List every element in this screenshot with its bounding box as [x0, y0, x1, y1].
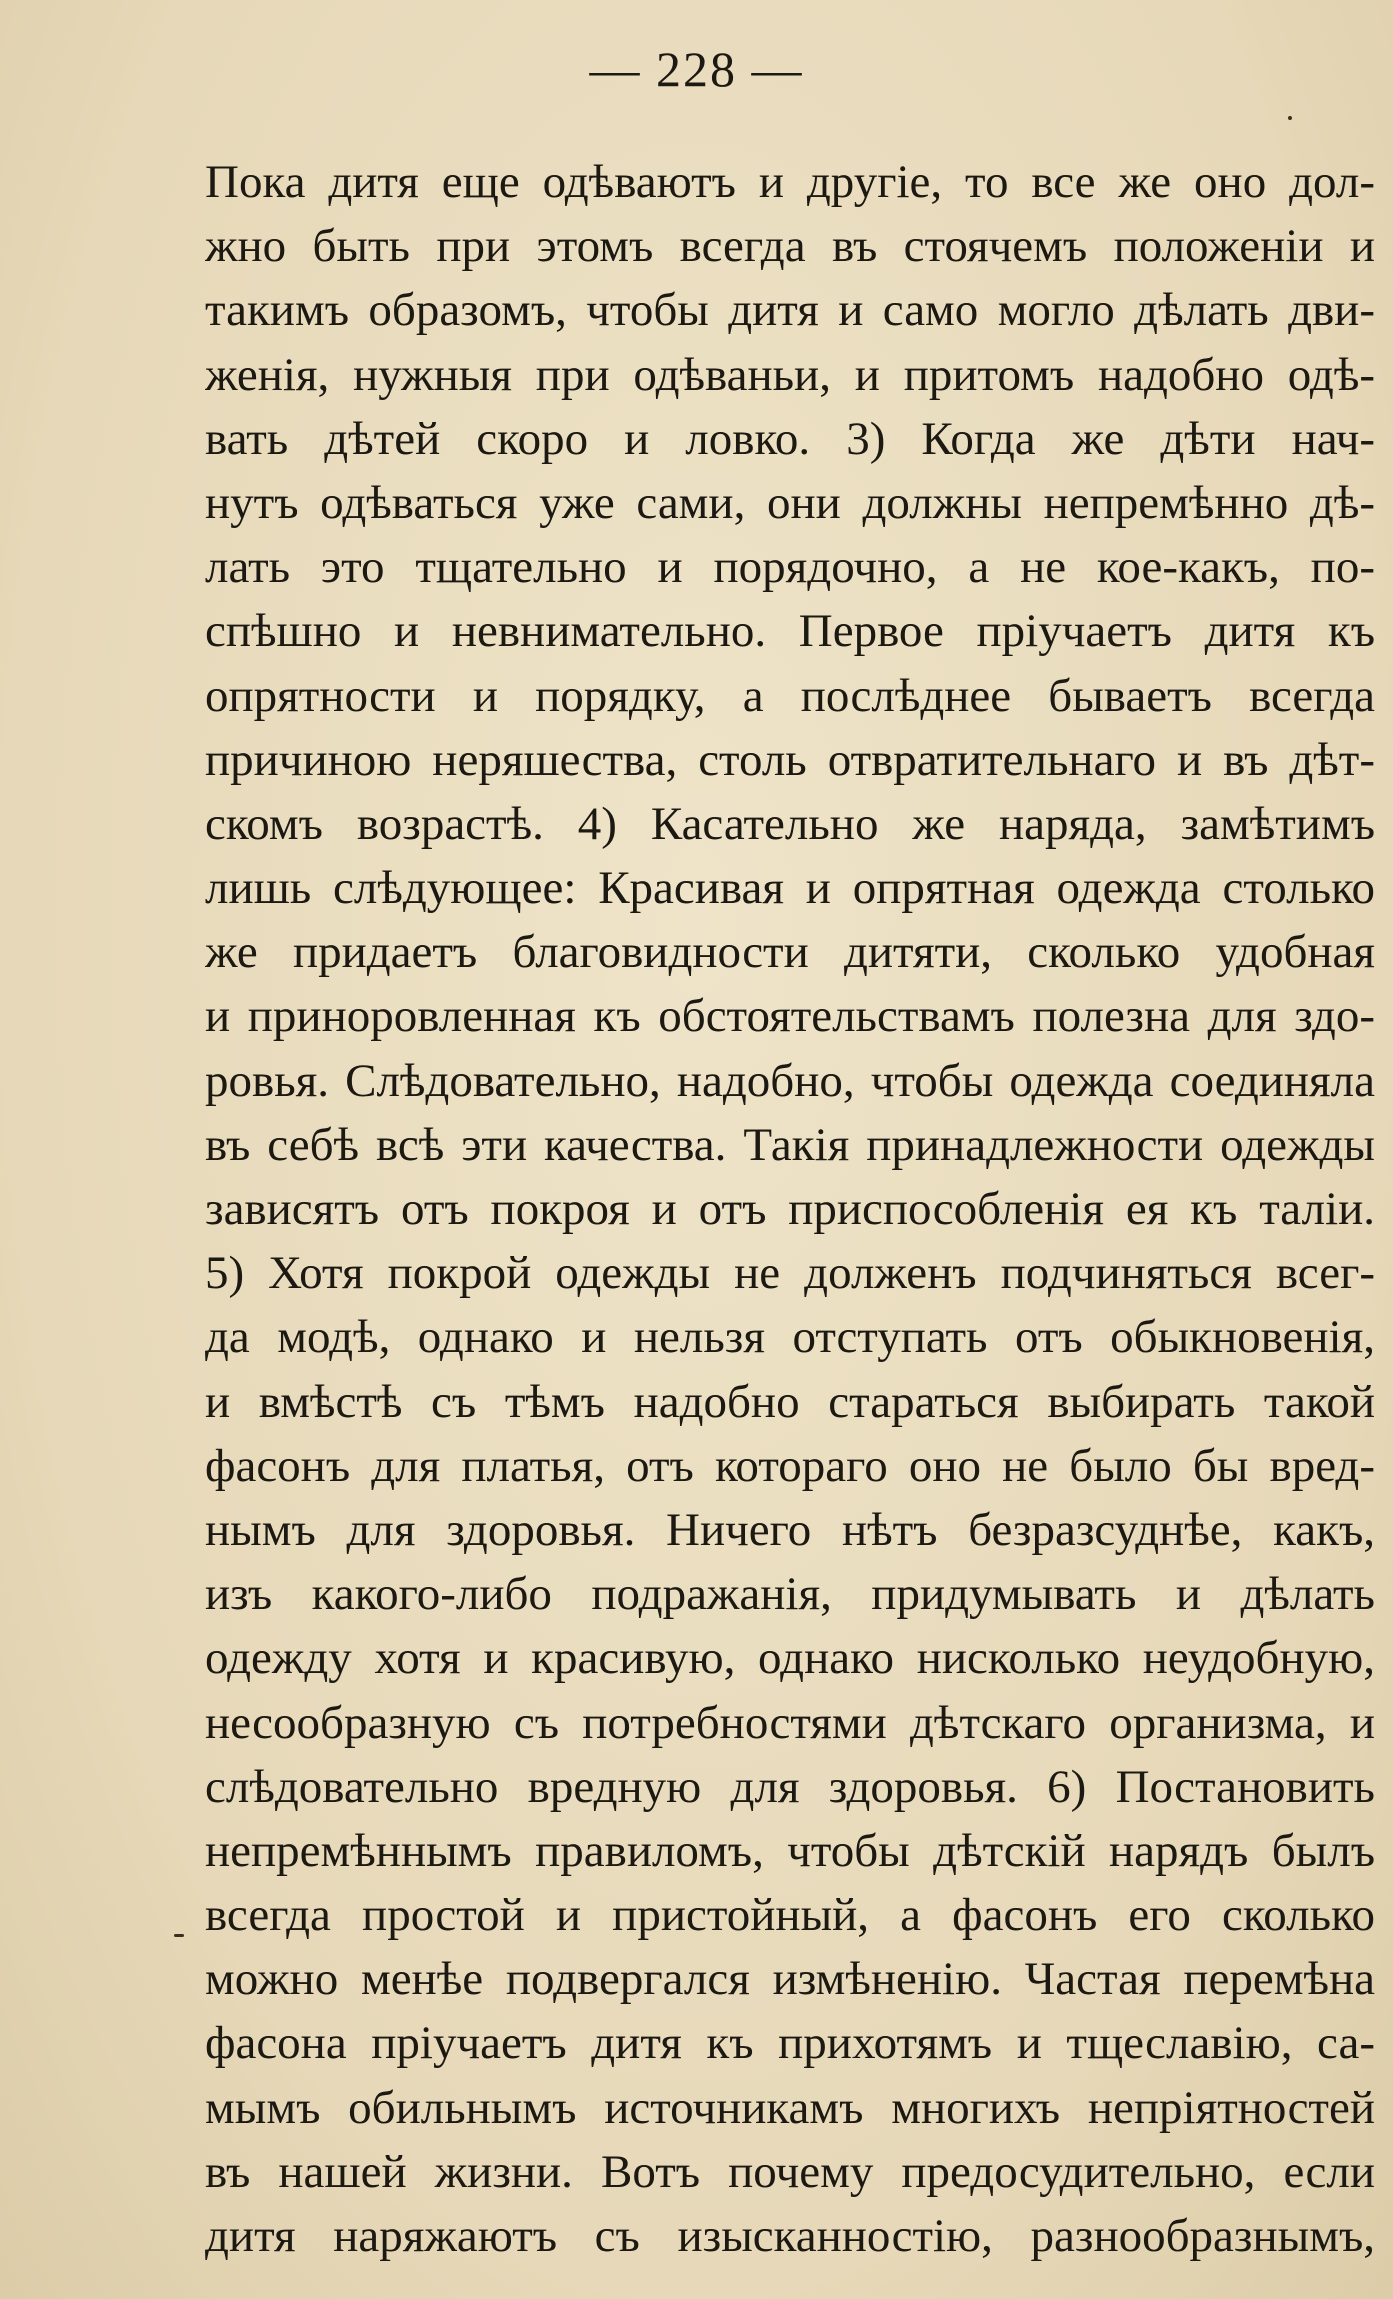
- page-number: — 228 —: [589, 41, 804, 97]
- text-line: фасона пріучаетъ дитя къ прихотямъ и тщеславію, са-: [205, 2017, 1375, 2070]
- text-line: ровья. Слѣдовательно, надобно, чтобы одежда соединяла: [205, 1054, 1375, 1107]
- text-line: зависятъ отъ покроя и отъ приспособленія ея къ таліи.: [205, 1183, 1375, 1235]
- text-line: непремѣннымъ правиломъ, чтобы дѣтскій нарядъ былъ: [205, 1824, 1375, 1877]
- text-line: женія, нужныя при одѣваньи, и притомъ надобно одѣ-: [205, 348, 1375, 401]
- text-line: же придаетъ благовидности дитяти, сколько удобная: [205, 926, 1375, 979]
- text-line: дитя наряжаютъ съ изысканностію, разнообразнымъ,: [205, 2210, 1375, 2262]
- text-line: нымъ для здоровья. Ничего нѣтъ безразсуднѣе, какъ,: [205, 1503, 1375, 1556]
- ink-speck: [174, 1934, 184, 1937]
- text-line: такимъ образомъ, чтобы дитя и само могло дѣлать дви-: [205, 284, 1375, 337]
- text-line: и приноровленная къ обстоятельствамъ полезна для здо-: [205, 990, 1375, 1043]
- text-line: вать дѣтей скоро и ловко. 3) Когда же дѣти нач-: [205, 412, 1375, 465]
- text-line: несообразную съ потребностями дѣтскаго организма, и: [205, 1696, 1375, 1749]
- text-line: въ себѣ всѣ эти качества. Такія принадлежности одежды: [205, 1118, 1375, 1171]
- text-line: всегда простой и пристойный, а фасонъ его сколько: [205, 1889, 1375, 1942]
- text-line: фасонъ для платья, отъ котораго оно не было бы вред-: [205, 1439, 1375, 1492]
- text-line: да модѣ, однако и нельзя отступать отъ обыкновенія,: [205, 1311, 1375, 1364]
- text-line: лать это тщательно и порядочно, а не кое-какъ, по-: [205, 541, 1375, 594]
- text-line: 5) Хотя покрой одежды не долженъ подчиняться всег-: [205, 1247, 1375, 1300]
- ink-speck: [1288, 116, 1292, 120]
- text-line: опрятности и порядку, а послѣднее бываетъ всегда: [205, 669, 1375, 722]
- text-line: одежду хотя и красивую, однако нисколько неудобную,: [205, 1632, 1375, 1685]
- text-line: нутъ одѣваться уже сами, они должны непремѣнно дѣ-: [205, 476, 1375, 529]
- text-line: лишь слѣдующее: Красивая и опрятная одежда столько: [205, 862, 1375, 915]
- text-line: причиною неряшества, столь отвратительнаго и въ дѣт-: [205, 733, 1375, 786]
- body-text: [205, 150, 1375, 2268]
- text-line: слѣдовательно вредную для здоровья. 6) Постановить: [205, 1760, 1375, 1813]
- text-line: изъ какого-либо подражанія, придумывать и дѣлать: [205, 1568, 1375, 1621]
- text-line: спѣшно и невнимательно. Первое пріучаетъ дитя къ: [205, 605, 1375, 658]
- text-line: и вмѣстѣ съ тѣмъ надобно стараться выбирать такой: [205, 1375, 1375, 1428]
- text-line: можно менѣе подвергался измѣненію. Частая перемѣна: [205, 1953, 1375, 2006]
- text-line: скомъ возрастѣ. 4) Касательно же наряда, замѣтимъ: [205, 797, 1375, 850]
- text-line: въ нашей жизни. Вотъ почему предосудительно, если: [205, 2145, 1375, 2198]
- text-line: мымъ обильнымъ источникамъ многихъ непріятностей: [205, 2081, 1375, 2134]
- text-line: Пока дитя еще одѣваютъ и другіе, то все же оно дол-: [205, 156, 1375, 208]
- text-line: жно быть при этомъ всегда въ стоячемъ положеніи и: [205, 220, 1375, 273]
